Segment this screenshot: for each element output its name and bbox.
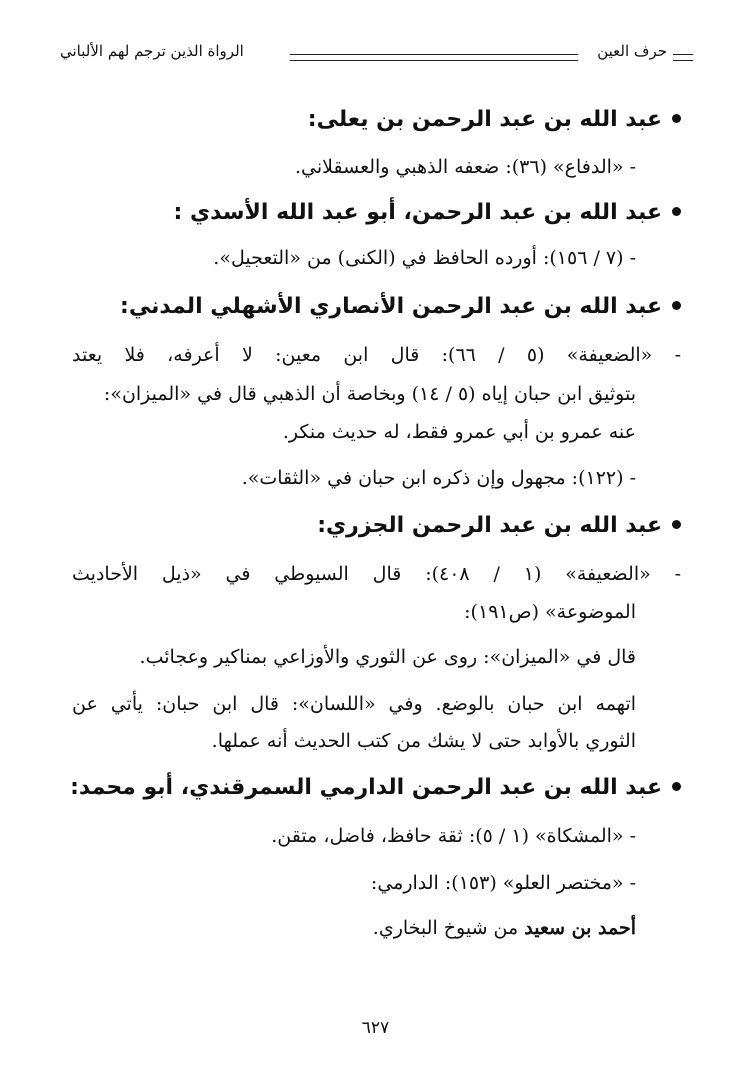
entry-heading: عبد الله بن عبد الرحمن الجزري: [72,512,681,540]
entry-line: - «الضعيفة» (١ / ٤٠٨): قال السيوطي في «ذيل الأحاديث [72,563,681,585]
bullet-icon [672,520,681,529]
entry-line: - «الضعيفة» (٥ / ٦٦): قال ابن معين: لا أعرفه، فلا يعتد [72,344,682,366]
entry-line: - (١٢٢): مجهول وإن ذكره ابن حبان في «الثقات». [241,467,636,489]
entry-line: - (٧ / ١٥٦): أورده الحافظ في (الكنى) من «التعجيل». [213,247,636,269]
entry-heading: عبد الله بن عبد الرحمن، أبو عبد الله الأسدي : [72,199,681,227]
book-title: الرواة الذين ترجم لهم الألباني [60,42,244,60]
entry-line: - «المشكاة» (١ / ٥): ثقة حافظ، فاضل، متقن. [271,825,636,847]
running-header [60,42,693,72]
bullet-icon [672,782,681,791]
entry-heading: عبد الله بن عبد الرحمن بن يعلى: [72,106,681,134]
chapter-title: حرف العين [597,42,667,60]
entry-line: بتوثيق ابن حبان إياه (٥ / ١٤) وبخاصة أن الذهبي قال في «الميزان»: [103,383,636,405]
entry-line: قال في «الميزان»: روى عن الثوري والأوزاعي بمناكير وعجائب. [139,646,636,668]
header-rule-right [673,54,693,61]
entry-line: - «الدفاع» (٣٦): ضعفه الذهبي والعسقلاني. [295,156,636,178]
entry-line: - «مختصر العلو» (١٥٣): الدارمي: [370,872,636,894]
bullet-icon [672,114,681,123]
bullet-icon [672,207,681,216]
entry-heading: عبد الله بن عبد الرحمن الأنصاري الأشهلي المدني: [72,293,681,321]
bold-name: أحمد بن سعيد [524,917,636,939]
entry-heading: عبد الله بن عبد الرحمن الدارمي السمرقندي، أبو محمد: [72,774,681,802]
entry-line: الثوري بالأوابد حتى لا يشك من كتب الحديث أنه عملها. [211,730,636,752]
entry-line: الموضوعة» (ص١٩١): [464,601,636,623]
entry-line: اتهمه ابن حبان بالوضع. وفي «اللسان»: قال ابن حبان: يأتي عن [72,693,636,715]
entry-line: عنه عمرو بن أبي عمرو فقط، له حديث منكر. [282,421,636,443]
page-number: ٦٢٧ [361,1018,390,1038]
bullet-icon [672,301,681,310]
header-rule-middle [290,54,578,61]
entry-line: أحمد بن سعيد من شيوخ البخاري. [372,917,636,939]
